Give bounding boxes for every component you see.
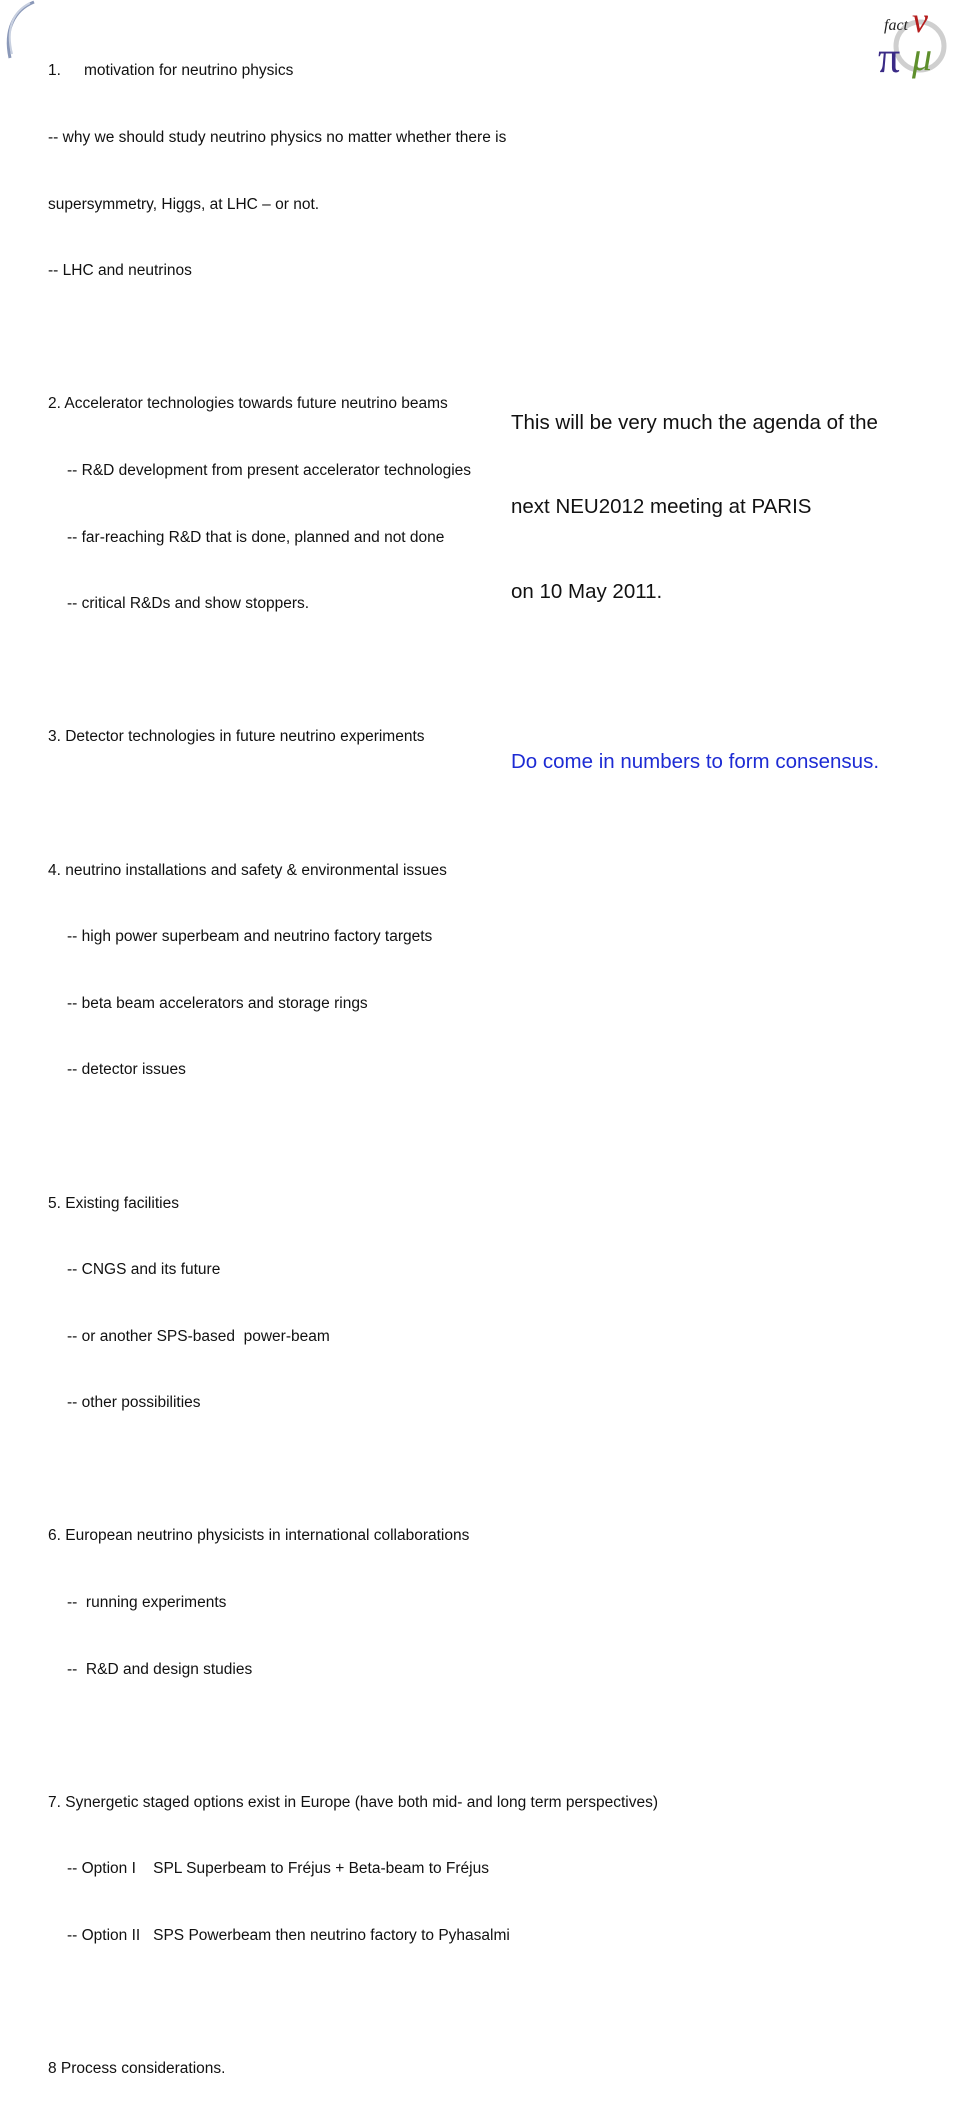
agenda-item-8-heading: 8 Process considerations. [48,2060,226,2078]
svg-text:ν: ν [912,0,928,40]
agenda-spacer [48,327,658,349]
note-line-3: on 10 May 2011. [511,580,663,604]
note-line-1: This will be very much the agenda of the [511,410,878,434]
agenda-item-7-heading: 7. Synergetic staged options exist in Europe (have both mid- and long term perspectives) [48,1793,658,1811]
agenda-subitem: -- high power superbeam and neutrino factory targets [67,928,433,946]
agenda-subitem: -- running experiments [67,1594,227,1612]
agenda-line: supersymmetry, Higgs, at LHC – or not. [48,195,320,213]
agenda-subitem: -- CNGS and its future [67,1261,221,1279]
agenda-spacer [48,1725,658,1747]
agenda-spacer [48,1992,658,2014]
agenda-subitem: -- critical R&Ds and show stoppers. [67,595,310,613]
note-call-to-action: Do come in numbers to form consensus. [511,750,880,774]
agenda-subitem: -- Option II SPS Powerbeam then neutrino factory to Pyhasalmi [67,1927,510,1945]
agenda-item-3-heading: 3. Detector technologies in future neutrino experiments [48,728,425,746]
agenda-item-5-heading: 5. Existing facilities [48,1194,179,1212]
agenda-subitem: -- or another SPS-based power-beam [67,1327,330,1345]
note-line-2: next NEU2012 meeting at PARIS [511,495,812,519]
agenda-spacer [48,1126,658,1148]
agenda-line: -- why we should study neutrino physics no matter whether there is [48,129,507,146]
note-spacer [511,663,879,691]
agenda-list [48,16,658,2103]
agenda-item-6-heading: 6. European neutrino physicists in international collaborations [48,1527,470,1545]
agenda-item-1-title: motivation for neutrino physics [84,62,294,80]
agenda-line: -- LHC and neutrinos [48,262,192,280]
logo-fact-text: fact [884,17,908,34]
agenda-item-1-number: 1. [48,62,61,80]
nufact-logo [870,0,960,80]
agenda-item-1-heading [48,60,658,82]
agenda-subitem: -- other possibilities [67,1394,201,1412]
agenda-subitem: -- beta beam accelerators and storage rings [67,994,368,1012]
agenda-subitem: -- Option I SPL Superbeam to Fréjus + Beta-beam to Fréjus [67,1860,489,1878]
meeting-note [511,352,879,805]
svg-text:μ: μ [912,34,933,79]
svg-text:π: π [878,33,901,82]
agenda-item-4-heading: 4. neutrino installations and safety & environmental issues [48,861,447,879]
agenda-subitem: -- detector issues [67,1061,186,1079]
agenda-subitem: -- R&D and design studies [67,1660,253,1678]
agenda-spacer [48,1459,658,1481]
agenda-subitem: -- R&D development from present accelerator technologies [67,461,472,479]
agenda-subitem: -- far-reaching R&D that is done, planned and not done [67,528,445,546]
agenda-item-2-heading: 2. Accelerator technologies towards future neutrino beams [48,395,448,413]
